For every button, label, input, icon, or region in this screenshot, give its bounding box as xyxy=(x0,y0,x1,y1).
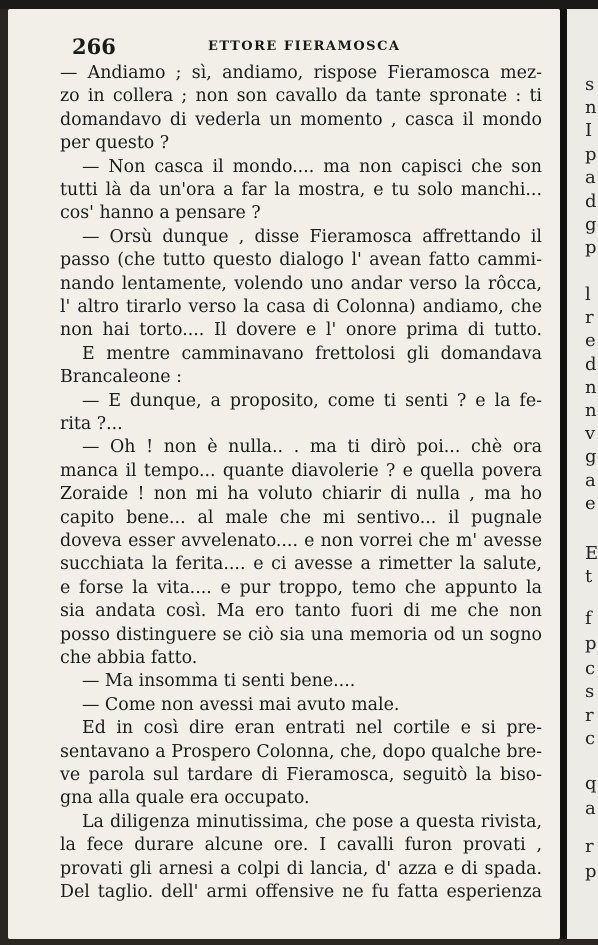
text-line: zo in collera ; non son cavallo da tante spronate : ti xyxy=(60,86,542,107)
running-title: ETTORE FIERAMOSCA xyxy=(208,39,401,54)
page-number: 266 xyxy=(72,34,116,59)
text-line: che abbia fatto. xyxy=(60,648,198,668)
text-line: sentavano a Prospero Colonna, che, dopo qualche bre- xyxy=(60,741,542,762)
facing-page-letter: p xyxy=(585,237,597,258)
text-line: sia andata così. Ma ero tanto fuori di me che non xyxy=(60,601,542,622)
facing-page-letter: l xyxy=(585,284,591,305)
facing-page-letter: a xyxy=(585,167,596,188)
text-line: passo (che tutto questo dialogo l' avean fatto cammi- xyxy=(60,250,542,271)
facing-page-letter: a xyxy=(585,798,596,819)
facing-page-letter: n xyxy=(585,377,597,398)
text-line: — Come non avessi mai avuto male. xyxy=(82,694,400,715)
facing-page-letter: s xyxy=(585,681,595,702)
facing-page-letter: a xyxy=(585,470,596,491)
facing-page-letter: p xyxy=(585,144,597,165)
facing-page-letter: r xyxy=(585,705,594,726)
text-line: non hai torto.... Il dovere e l' onore prima di tutto. xyxy=(60,320,542,341)
text-line: — E dunque, a proposito, come ti senti ? e la fe- xyxy=(82,390,542,411)
facing-page-letter: f xyxy=(585,608,592,629)
facing-page-letter: g xyxy=(585,214,597,235)
text-line: Zoraide ! non mi ha voluto chiarir di nulla , ma ho xyxy=(60,484,542,505)
facing-page-letter: t xyxy=(585,566,593,587)
facing-page-letter: d xyxy=(585,354,597,375)
text-line: Del taglio. dell' armi offensive ne fu fatta esperienza xyxy=(60,882,542,902)
text-line: E mentre camminavano frettolosi gli domandava xyxy=(82,343,542,364)
book-gutter xyxy=(560,9,567,939)
scan-top-edge xyxy=(0,0,598,9)
text-line: — Orsù dunque , disse Fieramosca affrettando il xyxy=(82,226,542,247)
page-header xyxy=(72,34,552,60)
text-line: nando lentamente, volendo uno andar verso la rôcca, xyxy=(60,273,542,294)
facing-page-letter: e xyxy=(585,493,596,514)
text-line: Ed in così dire eran entrati nel cortile e si pre- xyxy=(82,718,542,739)
text-line: la fece durare alcune ore. I cavalli furon provati , xyxy=(60,835,542,856)
text-line: doveva esser avvelenato.... e non vorrei che m' avesse xyxy=(60,531,542,551)
facing-page-letter: s xyxy=(585,74,595,95)
text-line: — Ma insomma ti senti bene.... xyxy=(82,671,356,692)
text-line: — Andiamo ; sì, andiamo, rispose Fieramosca mez- xyxy=(60,63,542,83)
text-line: per questo ? xyxy=(60,133,170,154)
facing-page-edge xyxy=(567,9,598,939)
text-line: l' altro tirarlo verso la casa di Colonna) andiamo, che xyxy=(60,297,542,317)
text-line: — Non casca il mondo.... ma non capisci che son xyxy=(82,156,542,177)
facing-page-letter: p xyxy=(585,633,597,654)
facing-page-letter: c xyxy=(585,658,596,679)
text-line: gna alla quale era occupato. xyxy=(60,788,310,809)
text-line: posso distinguere se ciò sia una memoria od un sogno xyxy=(60,624,542,645)
text-line: Brancaleone : xyxy=(60,367,182,388)
text-line: provati gli arnesi a colpi di lancia, d' azza e di spada. xyxy=(60,858,542,879)
text-line: tutti là da un'ora a far la mostra, e tu solo manchi... xyxy=(60,180,542,200)
text-line: capito bene... al male che mi sentivo... il pugnale xyxy=(60,507,542,528)
text-line: ve parola sul tardare di Fieramosca, seguitò la biso- xyxy=(60,765,542,785)
facing-page-letter: n xyxy=(585,400,597,421)
text-line: domandavo di vederla un momento , casca il mondo xyxy=(60,109,542,130)
text-line: e forse la vita.... e pur troppo, temo che appunto la xyxy=(60,577,542,598)
facing-page-letter: r xyxy=(585,836,594,857)
facing-page-letter: e xyxy=(585,330,596,351)
facing-page-letter: g xyxy=(585,446,597,467)
facing-page-letter: d xyxy=(585,191,597,212)
facing-page-letter: p xyxy=(585,861,597,882)
facing-page-letter: r xyxy=(585,307,594,328)
text-line: rita ?... xyxy=(60,414,123,434)
facing-page-letter: v xyxy=(585,423,596,444)
text-line: La diligenza minutissima, che pose a questa rivista, xyxy=(82,811,542,832)
facing-page-letter: E xyxy=(585,543,598,564)
facing-page-letter: c xyxy=(585,728,596,749)
text-line: manca il tempo... quante diavolerie ? e quella povera xyxy=(60,460,542,481)
text-line: — Oh ! non è nulla.. . ma ti dirò poi... chè ora xyxy=(82,437,542,458)
facing-page-letter: I xyxy=(585,120,593,141)
facing-page-letter: n xyxy=(585,97,597,118)
facing-page-letter: q xyxy=(585,773,597,794)
text-line: succhiata la ferita.... e ci avesse a rimetter la salute, xyxy=(60,554,542,575)
text-line: cos' hanno a pensare ? xyxy=(60,203,261,224)
